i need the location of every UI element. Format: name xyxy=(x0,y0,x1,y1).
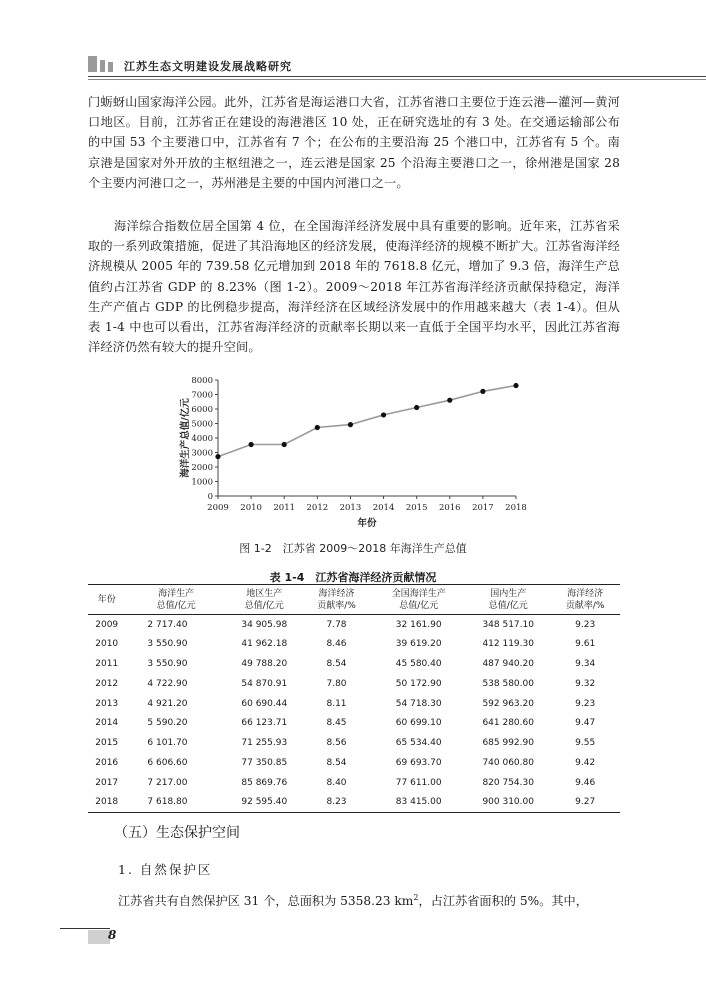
table-cell: 900 310.00 xyxy=(466,793,550,813)
table-cell: 2015 xyxy=(95,738,119,749)
table-header-cell xyxy=(550,585,620,615)
table-header-cell xyxy=(302,585,372,615)
contribution-table xyxy=(88,584,620,813)
data-point xyxy=(249,442,254,447)
table-header-line: 总值/亿元 xyxy=(244,600,284,611)
data-point xyxy=(348,422,353,427)
header-decoration xyxy=(88,56,113,72)
table-header-line: 贡献率/% xyxy=(565,600,605,611)
table-row xyxy=(88,713,620,733)
table-cell: 41 962.18 xyxy=(241,639,288,650)
paragraph-3-text-end: ，占江苏省面积的 5%。其中， xyxy=(418,894,588,909)
table-header-line: 海洋经济 xyxy=(318,588,355,599)
section-heading: （五）生态保护空间 xyxy=(114,825,240,841)
y-tick-label: 7000 xyxy=(191,390,213,401)
running-header xyxy=(88,56,618,76)
page-number-block xyxy=(88,930,110,944)
table-cell: 641 280.60 xyxy=(482,718,534,729)
table-cell: 66 123.71 xyxy=(241,718,288,729)
table-cell: 9.32 xyxy=(575,678,596,689)
table-cell: 9.55 xyxy=(575,738,596,749)
figure-caption: 图 1-2 江苏省 2009～2018 年海洋生产总值 xyxy=(239,542,467,555)
paragraph-2: 海洋综合指数位居全国第 4 位，在全国海洋经济发展中具有重要的影响。近年来，江苏省采取的一系列政策措施，促进了其沿海地区的经济发展，使海洋经济的规模不断扩大。江苏省海洋经济规模从 2005 年的 739.58 亿元增加到 2018 年的 7618.8 亿元，增加了 9.3 倍，海洋生产总值约占江苏省 GDP 的 8.23%（图 1-2）。2009～2018 年江苏省海洋经济贡献保持稳定，海洋生产产值占 GDP 的比例稳步提高，海洋经济在区域经济发展中的作用越来越大（表 1-4）。但从表 1-4 中也可以看出，江苏省海洋经济的贡献率长期以来一直低于全国平均水平，因此江苏省海洋经济仍然有较大的提升空间。 xyxy=(88,219,620,355)
table-cell: 54 718.30 xyxy=(395,698,442,709)
y-tick-label: 8000 xyxy=(191,376,213,386)
table-cell: 487 940.20 xyxy=(482,658,534,669)
table-cell: 49 788.20 xyxy=(241,658,288,669)
header-rule xyxy=(88,76,706,77)
y-tick-label: 5000 xyxy=(191,419,213,430)
table-cell: 2018 xyxy=(88,793,125,813)
table-row xyxy=(88,674,620,694)
x-tick-label: 2016 xyxy=(438,503,461,513)
table-header-cell xyxy=(371,585,466,615)
x-tick-label: 2017 xyxy=(472,503,494,513)
data-point xyxy=(282,442,287,447)
footer-rule xyxy=(60,928,110,929)
table-row xyxy=(88,793,620,813)
header-title: 江苏生态文明建设发展战略研究 xyxy=(124,60,292,73)
table-row xyxy=(88,615,620,635)
marine-gdp-chart xyxy=(178,372,528,532)
table-cell: 60 690.44 xyxy=(241,698,288,709)
header-rule-thin xyxy=(88,79,706,80)
table-cell: 9.47 xyxy=(575,718,596,729)
table-header xyxy=(88,585,620,615)
table-cell: 4 722.90 xyxy=(147,678,188,689)
y-tick-label: 3000 xyxy=(191,448,213,459)
x-tick-label: 2014 xyxy=(372,503,395,513)
table-cell: 8.45 xyxy=(326,718,347,729)
series-line xyxy=(218,386,516,457)
table-cell: 9.34 xyxy=(575,658,596,669)
table-header-line: 总值/亿元 xyxy=(156,600,196,611)
table-cell: 412 119.30 xyxy=(482,639,534,650)
x-tick-label: 2010 xyxy=(240,503,262,513)
table-cell: 7 217.00 xyxy=(147,777,188,788)
y-tick-label: 6000 xyxy=(191,405,213,415)
table-cell: 8.11 xyxy=(326,698,347,709)
table-cell: 820 754.30 xyxy=(482,777,534,788)
data-point xyxy=(381,412,386,417)
table-cell: 83 415.00 xyxy=(371,793,466,813)
table-cell: 8.23 xyxy=(302,793,372,813)
table-cell: 85 869.76 xyxy=(241,777,288,788)
x-tick-label: 2013 xyxy=(339,503,362,513)
table-cell: 65 534.40 xyxy=(395,738,442,749)
table-cell: 8.54 xyxy=(326,757,347,768)
paragraph-3-text: 江苏省共有自然保护区 31 个，总面积为 5358.23 km xyxy=(118,894,414,909)
table-cell: 77 611.00 xyxy=(395,777,442,788)
table-row xyxy=(88,654,620,674)
table-header-cell xyxy=(88,585,125,615)
x-tick-label: 2009 xyxy=(207,503,229,513)
table-cell: 592 963.20 xyxy=(482,698,534,709)
x-tick-label: 2015 xyxy=(405,503,428,513)
area-unit-superscript: 2 xyxy=(413,893,419,902)
y-tick-label: 4000 xyxy=(191,434,213,444)
y-axis-label: 海洋生产总值/亿元 xyxy=(180,398,191,478)
table-cell: 2013 xyxy=(95,698,119,709)
data-point xyxy=(414,405,419,410)
table-header-line: 全国海洋生产 xyxy=(391,588,446,599)
table-cell: 2014 xyxy=(95,718,119,729)
paragraph-3 xyxy=(118,888,622,911)
table-cell: 9.23 xyxy=(575,619,596,630)
table-row xyxy=(88,694,620,714)
y-tick-label: 1000 xyxy=(191,477,213,488)
table-header-line: 贡献率/% xyxy=(317,600,356,611)
table-cell: 32 161.90 xyxy=(395,619,442,630)
table-row xyxy=(88,753,620,773)
table-cell: 3 550.90 xyxy=(147,639,188,650)
subsection-heading: 1. 自然保护区 xyxy=(118,862,213,877)
table-header-line: 地区生产 xyxy=(246,588,283,599)
table-cell: 6 101.70 xyxy=(147,738,188,749)
table-cell: 740 060.80 xyxy=(482,757,534,768)
table-cell: 77 350.85 xyxy=(241,757,288,768)
table-cell: 2017 xyxy=(95,777,119,788)
data-point xyxy=(215,454,220,459)
table-cell: 92 595.40 xyxy=(227,793,302,813)
y-tick-label: 2000 xyxy=(191,463,213,473)
y-tick-label: 0 xyxy=(207,492,213,502)
table-cell: 3 550.90 xyxy=(147,658,188,669)
x-axis-label: 年份 xyxy=(357,518,377,529)
x-tick-label: 2018 xyxy=(505,503,527,513)
table-cell: 7 618.80 xyxy=(125,793,226,813)
table-cell: 9.46 xyxy=(575,777,596,788)
table-body xyxy=(88,615,620,813)
table-cell: 45 580.40 xyxy=(395,658,442,669)
x-tick-label: 2011 xyxy=(273,503,296,513)
table-cell: 9.61 xyxy=(575,639,596,650)
table-cell: 5 590.20 xyxy=(147,718,188,729)
table-header-line: 总值/亿元 xyxy=(399,600,439,611)
paragraph-1: 门蛎蚜山国家海洋公园。此外，江苏省是海运港口大省，江苏省港口主要位于连云港—灌河—黄河口地区。目前，江苏省正在建设的海港港区 10 处，正在研究选址的有 3 处。在交通运输部公布的中国 53 个主要港口中，江苏省有 7 个；在公布的主要沿海 25 个港口中，江苏省有 5 个。南京港是国家对外开放的主枢纽港之一，连云港是国家 25 个沿海主要港口之一，徐州港是国家 28 个主要内河港口之一，苏州港是主要的中国内河港口之一。 xyxy=(88,95,620,190)
table-cell: 2016 xyxy=(95,757,119,768)
table-cell: 39 619.20 xyxy=(395,639,442,650)
data-point xyxy=(480,389,485,394)
table-cell: 2 717.40 xyxy=(147,619,188,630)
table-cell: 538 580.00 xyxy=(482,678,534,689)
table-cell: 685 992.90 xyxy=(482,738,534,749)
table-header-cell xyxy=(227,585,302,615)
table-cell: 7.78 xyxy=(326,619,347,630)
table-cell: 4 921.20 xyxy=(147,698,188,709)
data-point xyxy=(513,383,518,388)
table-cell: 54 870.91 xyxy=(241,678,288,689)
table-cell: 2009 xyxy=(95,619,119,630)
table-cell: 50 172.90 xyxy=(395,678,442,689)
table-header-cell xyxy=(125,585,226,615)
table-header-line: 海洋生产 xyxy=(158,588,195,599)
table-cell: 9.42 xyxy=(575,757,596,768)
table-cell: 2012 xyxy=(95,678,119,689)
chart-svg xyxy=(178,372,528,532)
table-cell: 69 693.70 xyxy=(395,757,442,768)
table-row xyxy=(88,733,620,753)
table-cell: 71 255.93 xyxy=(241,738,288,749)
table-row xyxy=(88,634,620,654)
table-header-line: 总值/亿元 xyxy=(488,600,528,611)
table-cell: 60 699.10 xyxy=(395,718,442,729)
table-title: 表 1-4 江苏省海洋经济贡献情况 xyxy=(269,571,437,584)
table-cell: 2011 xyxy=(95,658,119,669)
table-header-row xyxy=(88,585,620,615)
data-point xyxy=(447,398,452,403)
table-cell: 2010 xyxy=(95,639,119,650)
table-cell: 34 905.98 xyxy=(241,619,288,630)
table-cell: 348 517.10 xyxy=(482,619,534,630)
table-header-line: 国内生产 xyxy=(490,588,527,599)
table-cell: 7.80 xyxy=(326,678,347,689)
table-row xyxy=(88,773,620,793)
table-cell: 8.46 xyxy=(326,639,347,650)
table-header-line: 海洋经济 xyxy=(567,588,604,599)
table-cell: 9.23 xyxy=(575,698,596,709)
x-tick-label: 2012 xyxy=(306,503,329,513)
table-cell: 8.56 xyxy=(326,738,347,749)
table-header-line: 年份 xyxy=(97,594,116,605)
data-point xyxy=(315,425,320,430)
table-cell: 9.27 xyxy=(550,793,620,813)
page-number: 8 xyxy=(108,928,117,942)
table-cell: 8.54 xyxy=(326,658,347,669)
table-cell: 8.40 xyxy=(326,777,347,788)
table-header-cell xyxy=(466,585,550,615)
table-cell: 6 606.60 xyxy=(147,757,188,768)
